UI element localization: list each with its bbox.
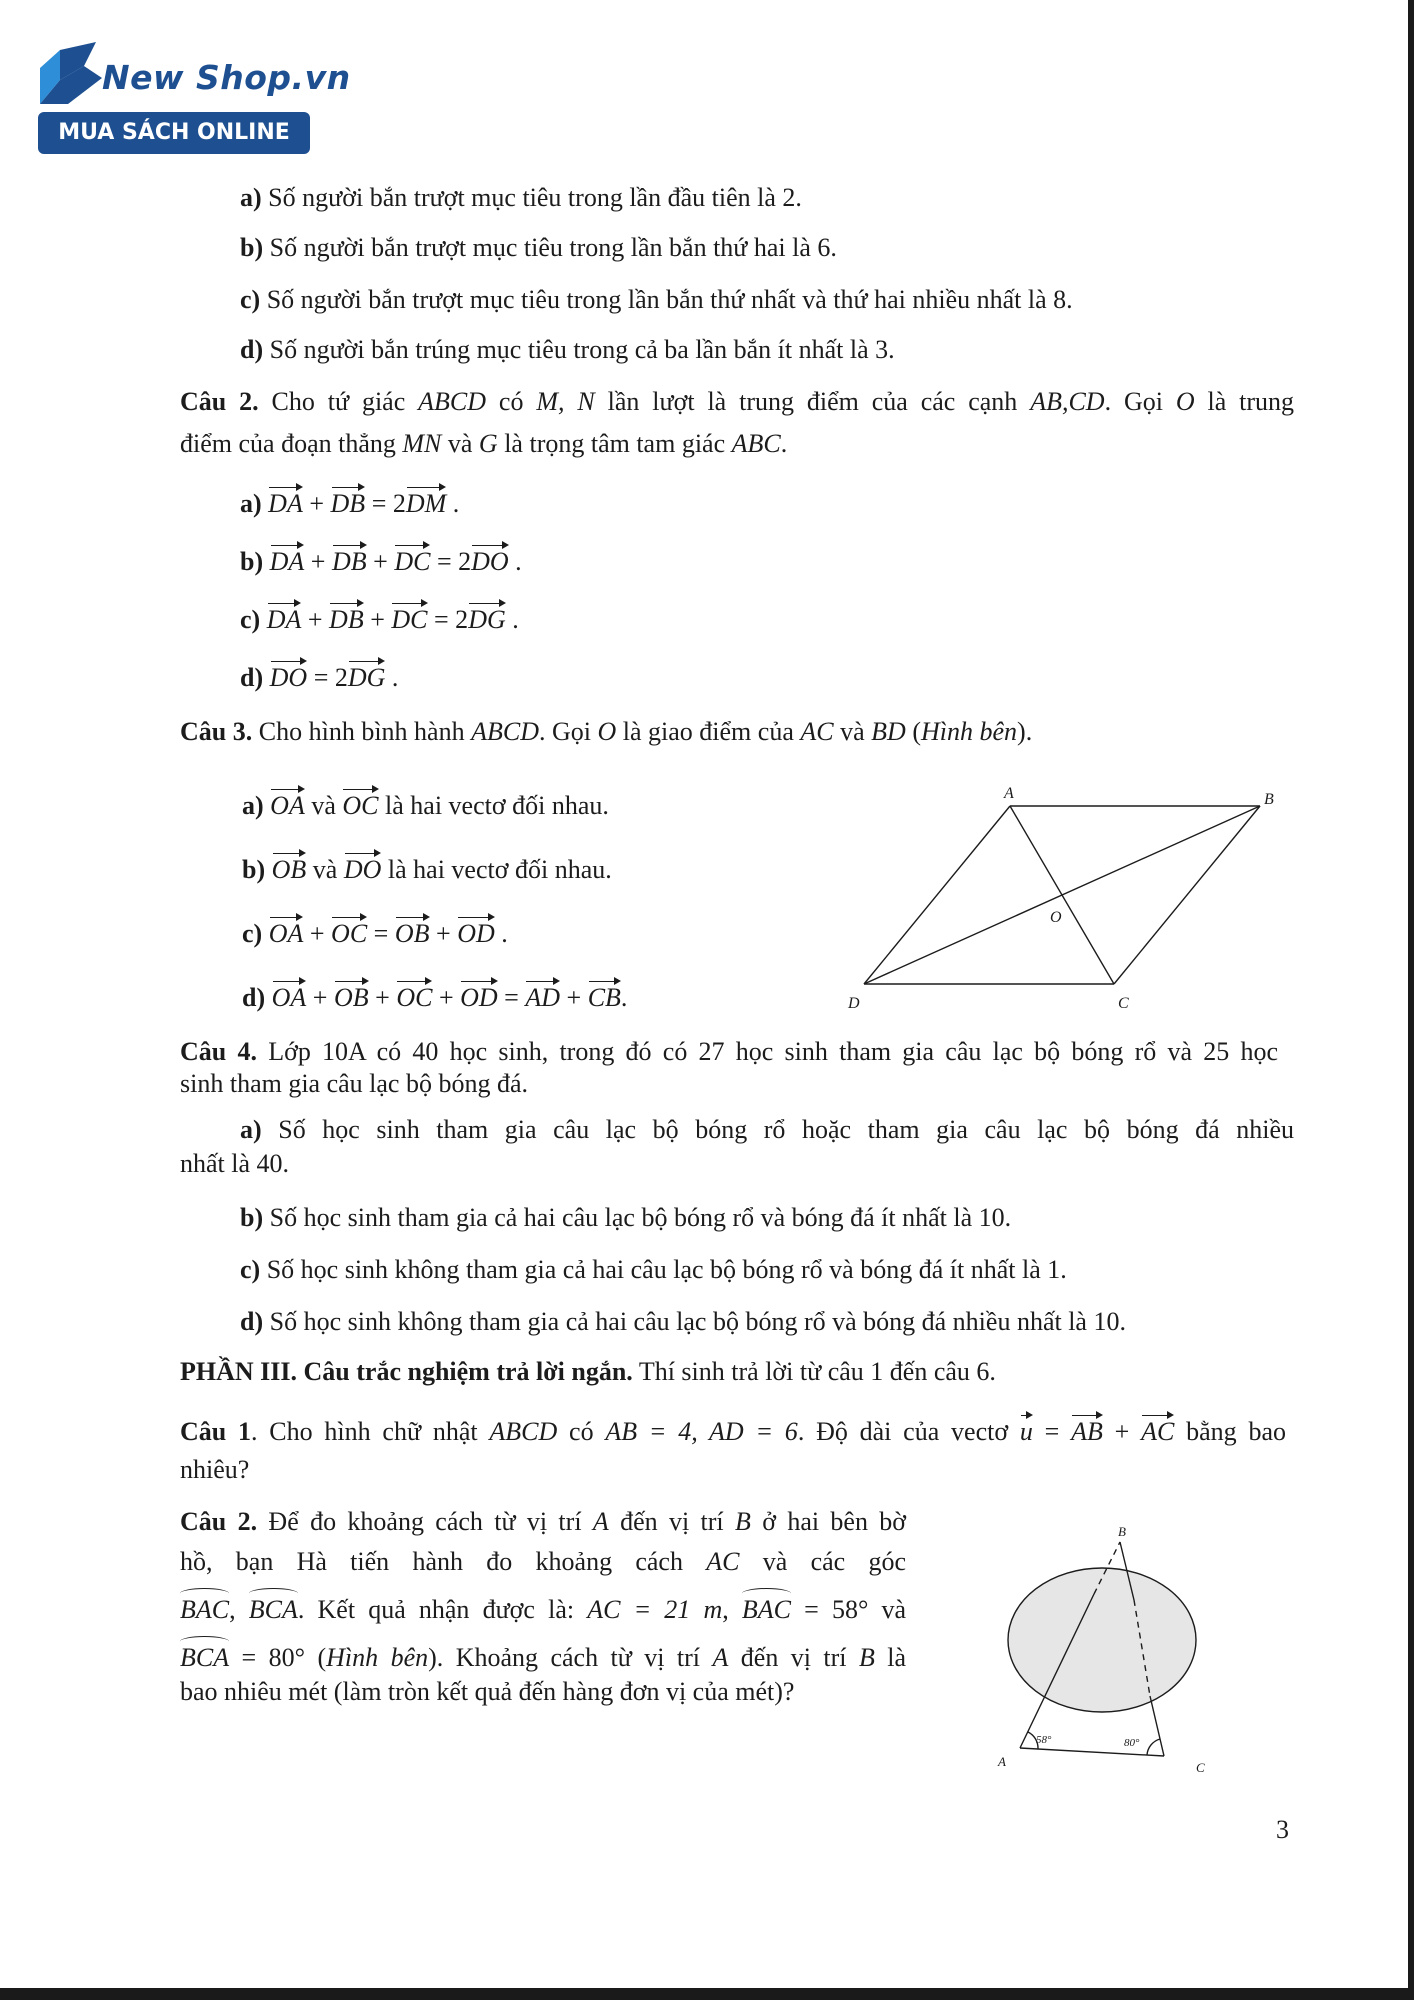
q3-option-c: c) OA + OC = OB + OD . xyxy=(242,914,508,950)
q2-option-d: d) DO = 2DG . xyxy=(240,658,398,694)
q2-stem-line1: Câu 2. Cho tứ giác ABCD có M, N lần lượt là trung điểm của các cạnh AB,CD. Gọi O là trung xyxy=(180,387,1295,416)
angle-label-A: 58° xyxy=(1036,1734,1052,1746)
q4-option-d: d) Số học sinh không tham gia cả hai câu lạc bộ bóng rổ và bóng đá nhiều nhất là 10. xyxy=(240,1307,1126,1336)
q3-option-a: a) OA và OC là hai vectơ đối nhau. xyxy=(242,786,609,822)
edge-DA xyxy=(864,806,1010,984)
side-BC-solid-lower xyxy=(1150,1696,1164,1756)
q2-option-a: a) DA + DB = 2DM . xyxy=(240,484,459,520)
p3q2-line2: hồ, bạn Hà tiến hành đo khoảng cách AC và các góc xyxy=(180,1547,907,1576)
q3-stem: Câu 3. Cho hình bình hành ABCD. Gọi O là giao điểm của AC và BD (Hình bên). xyxy=(180,717,1033,746)
p3q2-line1: Câu 2. Để đo khoảng cách từ vị trí A đến vị trí B ở hai bên bờ xyxy=(180,1507,907,1536)
label-B: B xyxy=(1118,1524,1126,1539)
label-A: A xyxy=(998,1754,1006,1769)
p3q1-stem-line2: nhiêu? xyxy=(180,1455,250,1484)
lake-triangle-figure xyxy=(990,1520,1230,1780)
label-O: O xyxy=(1050,909,1062,926)
page-number: 3 xyxy=(1276,1815,1289,1844)
q1-option-a: a) Số người bắn trượt mục tiêu trong lần đầu tiên là 2. xyxy=(240,183,802,212)
logo-badge: MUA SÁCH ONLINE xyxy=(38,112,310,154)
q4-option-a-line1: a) Số học sinh tham gia câu lạc bộ bóng rổ hoặc tham gia câu lạc bộ bóng đá nhiều xyxy=(240,1115,1294,1144)
q3-option-d: d) OA + OB + OC + OD = AD + CB. xyxy=(242,978,627,1014)
p3q2-line5: bao nhiêu mét (làm tròn kết quả đến hàng đơn vị của mét)? xyxy=(180,1677,795,1706)
logo-wordmark: New Shop.vn xyxy=(102,58,351,97)
edge-BC xyxy=(1114,806,1260,984)
p3q1-stem-line1: Câu 1. Cho hình chữ nhật ABCD có AB = 4, AD = 6. Độ dài của vectơ u = AB + AC bằng bao xyxy=(180,1412,1286,1448)
part3-heading: PHẦN III. Câu trắc nghiệm trả lời ngắn. Thí sinh trả lời từ câu 1 đến câu 6. xyxy=(180,1357,996,1386)
label-D: D xyxy=(848,995,860,1012)
angle-arc-C xyxy=(1147,1739,1160,1755)
label-C: C xyxy=(1196,1760,1205,1775)
q1-option-d: d) Số người bắn trúng mục tiêu trong cả ba lần bắn ít nhất là 3. xyxy=(240,335,895,364)
q4-option-b: b) Số học sinh tham gia cả hai câu lạc bộ bóng rổ và bóng đá ít nhất là 10. xyxy=(240,1203,1012,1232)
p3q2-line3: BAC, BCA. Kết quả nhận được là: AC = 21 m, BAC = 58° và xyxy=(180,1588,906,1626)
arrow-logo-icon xyxy=(38,40,104,106)
parallelogram-figure xyxy=(840,780,1280,1020)
side-AC xyxy=(1020,1748,1164,1756)
label-B: B xyxy=(1264,791,1274,808)
q1-option-b: b) Số người bắn trượt mục tiêu trong lần bắn thứ hai là 6. xyxy=(240,233,837,262)
q2-stem-line2: điểm của đoạn thẳng MN và G là trọng tâm tam giác ABC. xyxy=(180,429,788,458)
q4-stem-line1: Câu 4. Lớp 10A có 40 học sinh, trong đó có 27 học sinh tham gia câu lạc bộ bóng rổ và 25 học xyxy=(180,1037,1278,1066)
q2-option-c: c) DA + DB + DC = 2DG . xyxy=(240,600,519,636)
newshop-logo xyxy=(38,40,351,158)
label-A: A xyxy=(1004,785,1014,802)
scan-border-right xyxy=(1408,0,1414,2000)
lake-ellipse xyxy=(1008,1568,1196,1712)
diagonal-BD xyxy=(864,806,1260,984)
q3-option-b: b) OB và DO là hai vectơ đối nhau. xyxy=(242,850,612,886)
q4-option-a-line2: nhất là 40. xyxy=(180,1149,290,1178)
p3q2-line4: BCA = 80° (Hình bên). Khoảng cách từ vị trí A đến vị trí B là xyxy=(180,1636,906,1674)
q1-option-c: c) Số người bắn trượt mục tiêu trong lần bắn thứ nhất và thứ hai nhiều nhất là 8. xyxy=(240,285,1073,314)
q4-option-c: c) Số học sinh không tham gia cả hai câu lạc bộ bóng rổ và bóng đá ít nhất là 1. xyxy=(240,1255,1067,1284)
q4-stem-line2: sinh tham gia câu lạc bộ bóng đá. xyxy=(180,1069,529,1098)
angle-label-C: 80° xyxy=(1124,1737,1140,1749)
scan-border-bottom xyxy=(0,1988,1414,2000)
label-C: C xyxy=(1118,995,1129,1012)
q2-option-b: b) DA + DB + DC = 2DO . xyxy=(240,542,522,578)
